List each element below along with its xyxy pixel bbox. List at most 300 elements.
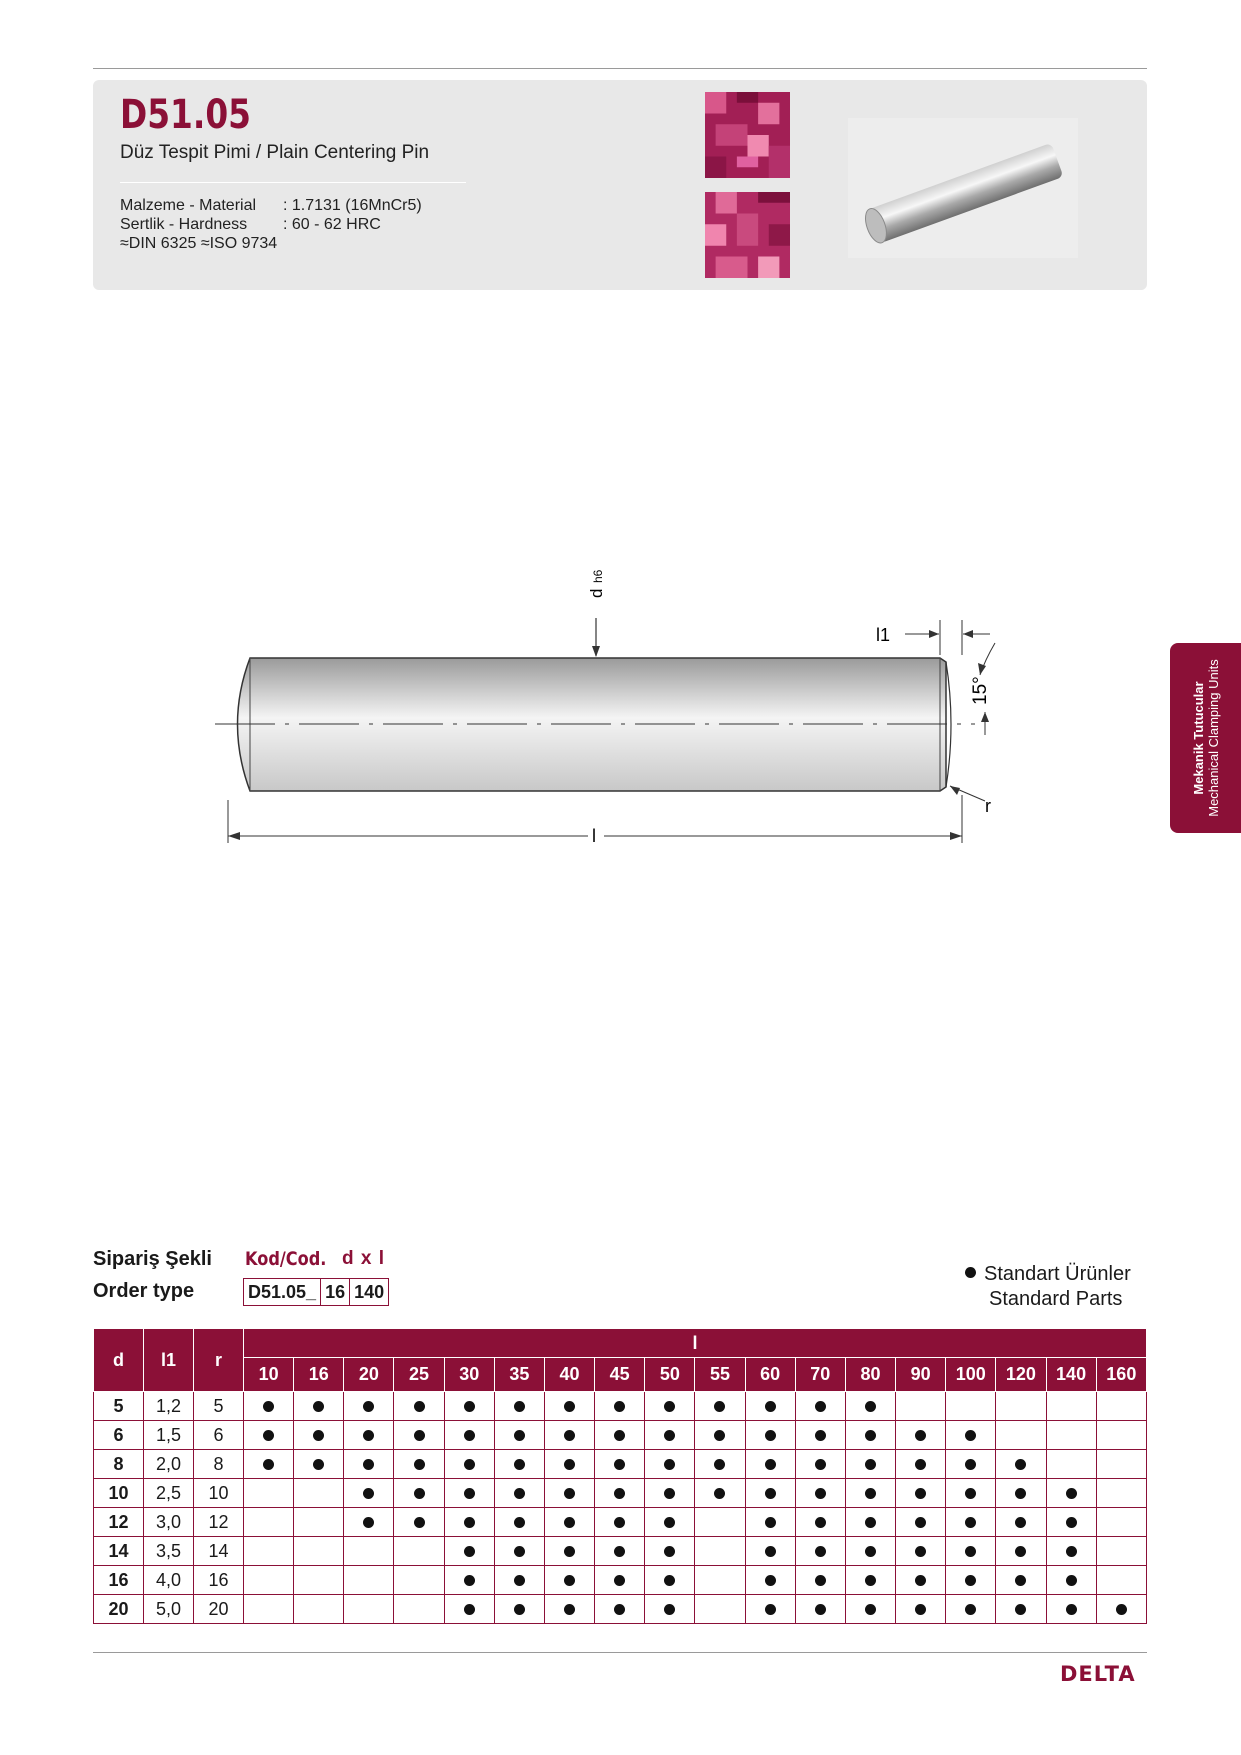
availability-cell: [244, 1421, 294, 1450]
standard-part-dot-icon: [614, 1604, 625, 1615]
availability-cell: [595, 1537, 645, 1566]
availability-cell: [595, 1421, 645, 1450]
availability-cell: [946, 1421, 996, 1450]
standard-part-dot-icon: [965, 1459, 976, 1470]
standard-part-dot-icon: [915, 1488, 926, 1499]
availability-cell: [494, 1508, 544, 1537]
availability-cell: [1046, 1392, 1096, 1421]
col-l1-header: l1: [144, 1329, 194, 1392]
availability-cell: [645, 1537, 695, 1566]
standard-part-dot-icon: [614, 1517, 625, 1528]
standard-part-dot-icon: [815, 1575, 826, 1586]
standard-part-dot-icon: [865, 1546, 876, 1557]
availability-cell: [845, 1508, 895, 1537]
standard-part-dot-icon: [1066, 1604, 1077, 1615]
table-row: [94, 1595, 1147, 1624]
legend-line1: Standart Ürünler: [984, 1263, 1131, 1285]
pin-photo: [848, 118, 1078, 258]
availability-cell: [845, 1421, 895, 1450]
availability-cell: [544, 1508, 594, 1537]
standard-part-dot-icon: [765, 1430, 776, 1441]
availability-cell: [946, 1595, 996, 1624]
standard-part-dot-icon: [915, 1575, 926, 1586]
table-row: [94, 1421, 1147, 1450]
availability-cell: [494, 1566, 544, 1595]
standard-part-dot-icon: [664, 1575, 675, 1586]
order-label-en: Order type: [93, 1280, 195, 1302]
section-tab-title: Mekanik Tutucular: [1190, 681, 1206, 795]
availability-cell: [695, 1566, 745, 1595]
cell-r: 5: [194, 1392, 244, 1421]
availability-cell: [544, 1450, 594, 1479]
availability-cell: [695, 1450, 745, 1479]
availability-cell: [645, 1392, 695, 1421]
cell-d: 12: [94, 1508, 144, 1537]
availability-cell: [544, 1479, 594, 1508]
availability-cell: [946, 1537, 996, 1566]
product-subtitle: Düz Tespit Pimi / Plain Centering Pin: [120, 142, 430, 163]
availability-cell: [494, 1595, 544, 1624]
availability-cell: [244, 1479, 294, 1508]
availability-cell: [845, 1450, 895, 1479]
availability-cell: [344, 1508, 394, 1537]
availability-cell: [544, 1421, 594, 1450]
standard-part-dot-icon: [1015, 1517, 1026, 1528]
standard-part-dot-icon: [514, 1430, 525, 1441]
cell-r: 12: [194, 1508, 244, 1537]
availability-cell: [344, 1392, 394, 1421]
availability-cell: [695, 1595, 745, 1624]
cell-r: 8: [194, 1450, 244, 1479]
standard-part-dot-icon: [1066, 1575, 1077, 1586]
cell-l1: 2,0: [144, 1450, 194, 1479]
table-row: [94, 1566, 1147, 1595]
standard-part-dot-icon: [915, 1546, 926, 1557]
brand-logo: DELTA: [1060, 1662, 1136, 1686]
standard-part-dot-icon: [714, 1430, 725, 1441]
availability-cell: [344, 1566, 394, 1595]
availability-cell: [294, 1537, 344, 1566]
standard-part-dot-icon: [263, 1459, 274, 1470]
cell-d: 16: [94, 1566, 144, 1595]
standard-part-dot-icon: [564, 1517, 575, 1528]
availability-cell: [845, 1479, 895, 1508]
availability-cell: [645, 1479, 695, 1508]
availability-cell: [1096, 1479, 1146, 1508]
standard-part-dot-icon: [765, 1604, 776, 1615]
standard-part-dot-icon: [363, 1430, 374, 1441]
standard-part-dot-icon: [815, 1430, 826, 1441]
availability-cell: [444, 1508, 494, 1537]
standard-part-dot-icon: [765, 1488, 776, 1499]
standard-part-dot-icon: [865, 1575, 876, 1586]
availability-cell: [444, 1421, 494, 1450]
standard-part-dot-icon: [815, 1546, 826, 1557]
dxl-label: d x l: [342, 1248, 386, 1269]
bottom-rule: [93, 1652, 1147, 1653]
standard-part-dot-icon: [614, 1401, 625, 1412]
availability-cell: [695, 1537, 745, 1566]
length-header: 55: [695, 1358, 745, 1392]
availability-cell: [695, 1508, 745, 1537]
cell-d: 14: [94, 1537, 144, 1566]
availability-cell: [244, 1450, 294, 1479]
standard-part-dot-icon: [1015, 1488, 1026, 1499]
availability-cell: [595, 1508, 645, 1537]
availability-cell: [544, 1566, 594, 1595]
standard-part-dot-icon: [263, 1430, 274, 1441]
table-row: [94, 1450, 1147, 1479]
standard-part-dot-icon: [464, 1546, 475, 1557]
top-rule: [93, 68, 1147, 69]
label-angle: 15°: [970, 676, 991, 705]
col-l-header: l: [244, 1329, 1147, 1358]
length-header: 25: [394, 1358, 444, 1392]
availability-cell: [946, 1508, 996, 1537]
availability-cell: [645, 1508, 695, 1537]
availability-cell: [294, 1479, 344, 1508]
availability-cell: [244, 1537, 294, 1566]
standard-part-dot-icon: [464, 1459, 475, 1470]
availability-cell: [344, 1595, 394, 1624]
standard-part-dot-icon: [464, 1517, 475, 1528]
standard-part-dot-icon: [815, 1488, 826, 1499]
parts-table: [93, 1328, 1147, 1624]
availability-cell: [795, 1566, 845, 1595]
standard-part-dot-icon: [865, 1401, 876, 1412]
availability-cell: [1046, 1421, 1096, 1450]
length-header: 30: [444, 1358, 494, 1392]
cell-l1: 5,0: [144, 1595, 194, 1624]
availability-cell: [344, 1537, 394, 1566]
availability-cell: [294, 1392, 344, 1421]
availability-cell: [996, 1595, 1046, 1624]
standard-part-dot-icon: [965, 1430, 976, 1441]
availability-cell: [544, 1392, 594, 1421]
standard-part-dot-icon: [915, 1517, 926, 1528]
order-example-d: 16: [320, 1279, 349, 1305]
availability-cell: [244, 1595, 294, 1624]
availability-cell: [896, 1566, 946, 1595]
availability-cell: [244, 1392, 294, 1421]
cell-l1: 3,0: [144, 1508, 194, 1537]
standard-part-dot-icon: [765, 1546, 776, 1557]
availability-cell: [996, 1479, 1046, 1508]
kod-label: Kod/Cod.: [245, 1248, 327, 1270]
standard-part-dot-icon: [865, 1517, 876, 1528]
standard-part-dot-icon: [865, 1488, 876, 1499]
length-header: 35: [494, 1358, 544, 1392]
availability-cell: [745, 1450, 795, 1479]
standard-part-dot-icon: [514, 1459, 525, 1470]
availability-cell: [645, 1421, 695, 1450]
standard-part-dot-icon: [1015, 1546, 1026, 1557]
availability-cell: [1046, 1508, 1096, 1537]
standard-part-dot-icon: [664, 1488, 675, 1499]
availability-cell: [444, 1595, 494, 1624]
standard-part-dot-icon: [965, 1546, 976, 1557]
cell-d: 6: [94, 1421, 144, 1450]
standard-part-dot-icon: [965, 1517, 976, 1528]
cell-d: 10: [94, 1479, 144, 1508]
standards-text: ≈DIN 6325 ≈ISO 9734: [120, 235, 278, 252]
availability-cell: [244, 1508, 294, 1537]
hardness-value: : 60 - 62 HRC: [283, 216, 381, 233]
standard-part-dot-icon: [865, 1430, 876, 1441]
standard-part-dot-icon: [664, 1604, 675, 1615]
availability-cell: [795, 1595, 845, 1624]
standard-part-dot-icon: [765, 1401, 776, 1412]
availability-cell: [595, 1595, 645, 1624]
material-key: Malzeme - Material: [120, 197, 257, 214]
availability-cell: [394, 1450, 444, 1479]
standard-part-dot-icon: [815, 1517, 826, 1528]
availability-cell: [394, 1508, 444, 1537]
availability-cell: [896, 1537, 946, 1566]
standard-part-dot-icon: [664, 1459, 675, 1470]
qr-code-icon[interactable]: [705, 192, 790, 278]
length-header: 80: [845, 1358, 895, 1392]
standard-part-dot-icon: [714, 1401, 725, 1412]
standard-part-dot-icon: [464, 1401, 475, 1412]
label-r: r: [985, 796, 991, 816]
availability-cell: [645, 1595, 695, 1624]
standard-part-dot-icon: [765, 1517, 776, 1528]
availability-cell: [645, 1450, 695, 1479]
availability-cell: [1096, 1595, 1146, 1624]
availability-cell: [745, 1479, 795, 1508]
availability-cell: [996, 1566, 1046, 1595]
standard-part-dot-icon: [1066, 1517, 1077, 1528]
availability-cell: [896, 1450, 946, 1479]
standard-part-dot-icon: [765, 1459, 776, 1470]
availability-cell: [695, 1392, 745, 1421]
label-d: d: [587, 588, 606, 598]
order-example-code: D51.05_: [248, 1282, 317, 1302]
availability-cell: [444, 1537, 494, 1566]
length-header: 10: [244, 1358, 294, 1392]
standard-part-dot-icon: [514, 1546, 525, 1557]
standard-part-dot-icon: [564, 1459, 575, 1470]
col-r-header: r: [194, 1329, 244, 1392]
cell-r: 10: [194, 1479, 244, 1508]
standard-part-dot-icon: [664, 1517, 675, 1528]
standard-part-dot-icon: [1066, 1488, 1077, 1499]
availability-cell: [595, 1450, 645, 1479]
cell-r: 6: [194, 1421, 244, 1450]
availability-cell: [795, 1508, 845, 1537]
availability-cell: [544, 1537, 594, 1566]
availability-cell: [1096, 1508, 1146, 1537]
standard-part-dot-icon: [564, 1488, 575, 1499]
availability-cell: [494, 1537, 544, 1566]
standard-part-dot-icon: [614, 1459, 625, 1470]
standard-part-dot-icon: [414, 1488, 425, 1499]
availability-cell: [946, 1566, 996, 1595]
length-header: 120: [996, 1358, 1046, 1392]
availability-cell: [795, 1392, 845, 1421]
product-code: D51.05: [120, 92, 251, 138]
standard-part-dot-icon: [865, 1604, 876, 1615]
availability-cell: [745, 1595, 795, 1624]
standard-part-dot-icon: [815, 1459, 826, 1470]
availability-cell: [845, 1392, 895, 1421]
availability-cell: [1096, 1566, 1146, 1595]
availability-cell: [996, 1421, 1046, 1450]
standard-part-dot-icon: [815, 1604, 826, 1615]
col-d-header: d: [94, 1329, 144, 1392]
availability-cell: [896, 1595, 946, 1624]
length-header: 40: [544, 1358, 594, 1392]
availability-cell: [845, 1537, 895, 1566]
spec-block: [120, 196, 422, 253]
availability-cell: [444, 1392, 494, 1421]
standard-part-dot-icon: [1015, 1604, 1026, 1615]
standard-part-dot-icon: [1015, 1459, 1026, 1470]
availability-cell: [294, 1508, 344, 1537]
availability-cell: [394, 1566, 444, 1595]
order-example: [243, 1278, 389, 1306]
length-header: 160: [1096, 1358, 1146, 1392]
standard-part-dot-icon: [614, 1488, 625, 1499]
standard-part-dot-icon: [414, 1459, 425, 1470]
length-header: 16: [294, 1358, 344, 1392]
table-row: [94, 1508, 1147, 1537]
cell-d: 20: [94, 1595, 144, 1624]
standard-part-dot-icon: [514, 1401, 525, 1412]
standard-part-dot-icon: [564, 1546, 575, 1557]
cell-l1: 3,5: [144, 1537, 194, 1566]
standard-part-dot-icon: [664, 1430, 675, 1441]
standard-part-dot-icon: [714, 1488, 725, 1499]
standard-part-dot-icon: [614, 1575, 625, 1586]
standard-part-dot-icon: [614, 1430, 625, 1441]
availability-cell: [494, 1479, 544, 1508]
standard-part-dot-icon: [1015, 1575, 1026, 1586]
availability-cell: [444, 1566, 494, 1595]
availability-cell: [996, 1450, 1046, 1479]
standard-part-dot-icon: [1066, 1546, 1077, 1557]
availability-cell: [645, 1566, 695, 1595]
availability-cell: [294, 1595, 344, 1624]
standard-part-dot-icon: [313, 1430, 324, 1441]
cell-d: 5: [94, 1392, 144, 1421]
length-header: 60: [745, 1358, 795, 1392]
length-header: 45: [595, 1358, 645, 1392]
standard-part-dot-icon: [363, 1459, 374, 1470]
availability-cell: [1046, 1537, 1096, 1566]
standard-part-dot-icon: [664, 1401, 675, 1412]
material-value: : 1.7131 (16MnCr5): [283, 197, 422, 214]
availability-cell: [394, 1479, 444, 1508]
availability-cell: [595, 1479, 645, 1508]
standard-part-dot-icon: [514, 1604, 525, 1615]
section-tab-subtitle: Mechanical Clamping Units: [1205, 659, 1221, 817]
label-l1: l1: [876, 625, 891, 645]
order-label-tr: Sipariş Şekli: [93, 1248, 212, 1270]
cell-r: 16: [194, 1566, 244, 1595]
availability-cell: [1046, 1450, 1096, 1479]
standard-part-dot-icon: [965, 1488, 976, 1499]
availability-cell: [795, 1450, 845, 1479]
availability-cell: [444, 1479, 494, 1508]
standard-part-dot-icon: [464, 1604, 475, 1615]
standard-part-dot-icon: [614, 1546, 625, 1557]
availability-cell: [795, 1421, 845, 1450]
standard-part-dot-icon: [915, 1459, 926, 1470]
availability-cell: [946, 1392, 996, 1421]
availability-cell: [745, 1421, 795, 1450]
hardness-key: Sertlik - Hardness: [120, 216, 248, 233]
standard-part-dot-icon: [464, 1488, 475, 1499]
availability-cell: [394, 1537, 444, 1566]
standard-part-dot-icon: [865, 1459, 876, 1470]
availability-cell: [996, 1537, 1046, 1566]
length-header: 140: [1046, 1358, 1096, 1392]
availability-cell: [896, 1421, 946, 1450]
standard-part-dot-icon: [313, 1401, 324, 1412]
cell-l1: 4,0: [144, 1566, 194, 1595]
label-d-tol: h6: [591, 569, 605, 583]
standard-part-dot-icon: [414, 1430, 425, 1441]
availability-cell: [394, 1595, 444, 1624]
availability-cell: [896, 1479, 946, 1508]
length-header: 50: [645, 1358, 695, 1392]
label-l: l: [592, 826, 596, 846]
availability-cell: [444, 1450, 494, 1479]
availability-cell: [1046, 1566, 1096, 1595]
availability-cell: [1096, 1537, 1146, 1566]
standard-part-dot-icon: [915, 1430, 926, 1441]
availability-cell: [745, 1508, 795, 1537]
availability-cell: [795, 1479, 845, 1508]
legend: [965, 1262, 1131, 1312]
availability-cell: [845, 1595, 895, 1624]
subtitle-divider: [120, 182, 466, 183]
cell-l1: 1,5: [144, 1421, 194, 1450]
availability-cell: [745, 1566, 795, 1595]
cell-l1: 1,2: [144, 1392, 194, 1421]
standard-part-dot-icon: [1116, 1604, 1127, 1615]
standard-part-dot-icon: [263, 1401, 274, 1412]
standard-part-dot-icon: [414, 1517, 425, 1528]
availability-cell: [996, 1392, 1046, 1421]
standard-part-dot-icon: [313, 1459, 324, 1470]
availability-cell: [344, 1479, 394, 1508]
length-header: 70: [795, 1358, 845, 1392]
table-row: [94, 1537, 1147, 1566]
availability-cell: [745, 1537, 795, 1566]
standard-part-dot-icon: [765, 1575, 776, 1586]
standard-part-dot-icon: [414, 1401, 425, 1412]
table-row: [94, 1392, 1147, 1421]
standard-part-dot-icon: [564, 1401, 575, 1412]
availability-cell: [394, 1392, 444, 1421]
standard-part-dot-icon: [464, 1430, 475, 1441]
availability-cell: [494, 1421, 544, 1450]
availability-cell: [845, 1566, 895, 1595]
standard-part-dot-icon: [363, 1488, 374, 1499]
cell-r: 14: [194, 1537, 244, 1566]
qr-code-icon[interactable]: [705, 92, 790, 178]
availability-cell: [996, 1508, 1046, 1537]
bullet-icon: [965, 1267, 976, 1278]
availability-cell: [595, 1392, 645, 1421]
availability-cell: [1046, 1479, 1096, 1508]
standard-part-dot-icon: [815, 1401, 826, 1412]
length-header: 90: [896, 1358, 946, 1392]
availability-cell: [344, 1421, 394, 1450]
